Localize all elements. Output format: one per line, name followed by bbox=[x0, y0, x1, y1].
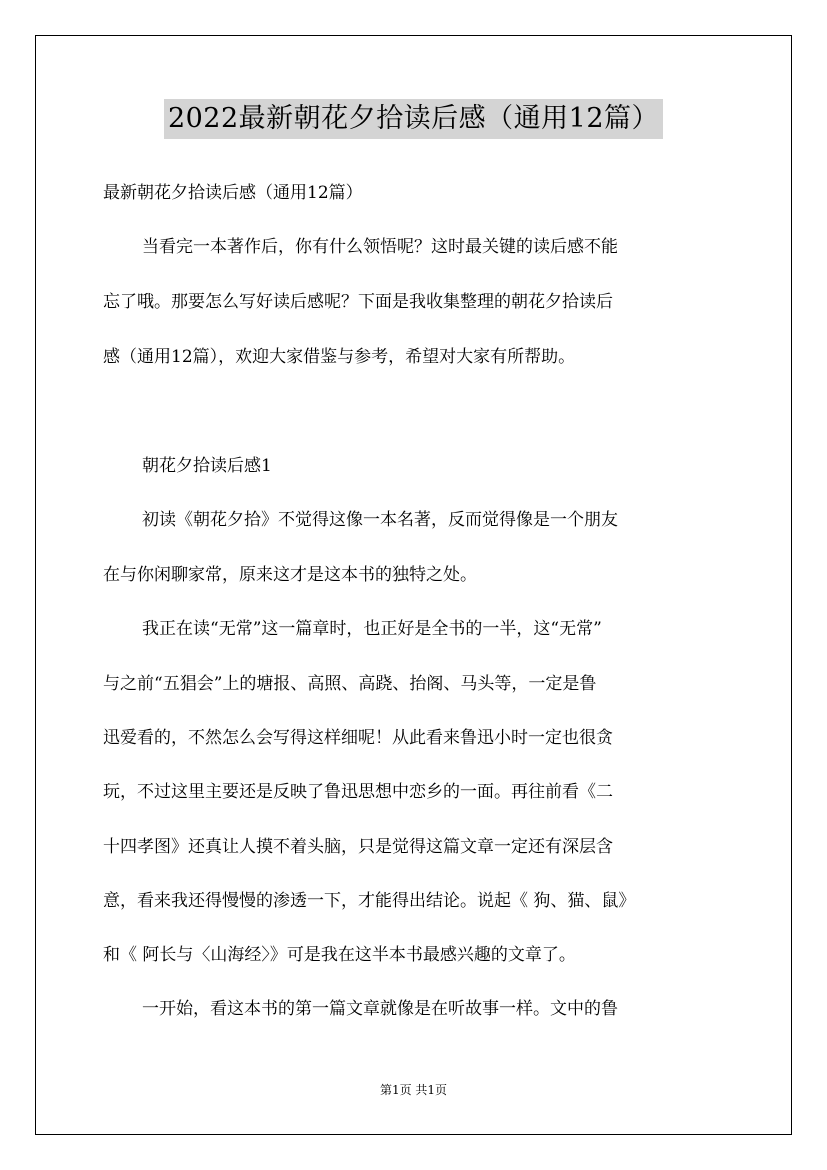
document-title: 2022最新朝花夕拾读后感（通用12篇） bbox=[164, 99, 663, 139]
paragraph-line: 一开始，看这本书的第一篇文章就像是在听故事一样。文中的鲁 bbox=[142, 999, 618, 1019]
paragraph-line: 迅爱看的，不然怎么会写得这样细呢！从此看来鲁迅小时一定也很贪 bbox=[103, 728, 613, 748]
title-container bbox=[0, 99, 827, 139]
paragraph-line: 我正在读“无常”这一篇章时，也正好是全书的一半，这“无常” bbox=[142, 619, 602, 639]
paragraph-line: 在与你闲聊家常，原来这才是这本书的独特之处。 bbox=[103, 565, 477, 585]
intro-line: 当看完一本著作后，你有什么领悟呢？这时最关键的读后感不能 bbox=[142, 237, 618, 257]
intro-line: 忘了哦。那要怎么写好读后感呢？下面是我收集整理的朝花夕拾读后 bbox=[103, 292, 613, 312]
section-heading: 朝花夕拾读后感1 bbox=[142, 456, 272, 476]
paragraph-line: 和《 阿长与〈山海经〉》可是我在这半本书最感兴趣的文章了。 bbox=[103, 945, 576, 965]
paragraph-line: 玩，不过这里主要还是反映了鲁迅思想中恋乡的一面。再往前看《二 bbox=[103, 782, 613, 802]
paragraph-line: 初读《朝花夕拾》不觉得这像一本名著，反而觉得像是一个朋友 bbox=[142, 510, 618, 530]
page-footer: 第1页 共1页 bbox=[379, 1083, 448, 1097]
paragraph-line: 十四孝图》还真让人摸不着头脑，只是觉得这篇文章一定还有深层含 bbox=[103, 837, 613, 857]
document-subtitle: 最新朝花夕拾读后感（通用12篇） bbox=[103, 183, 363, 203]
paragraph-line: 意，看来我还得慢慢的渗透一下，才能得出结论。说起《 狗、猫、鼠》 bbox=[103, 891, 636, 911]
intro-line: 感（通用12篇），欢迎大家借鉴与参考，希望对大家有所帮助。 bbox=[103, 347, 576, 367]
paragraph-line: 与之前“五猖会”上的塘报、高照、高跷、抬阁、马头等，一定是鲁 bbox=[103, 674, 597, 694]
